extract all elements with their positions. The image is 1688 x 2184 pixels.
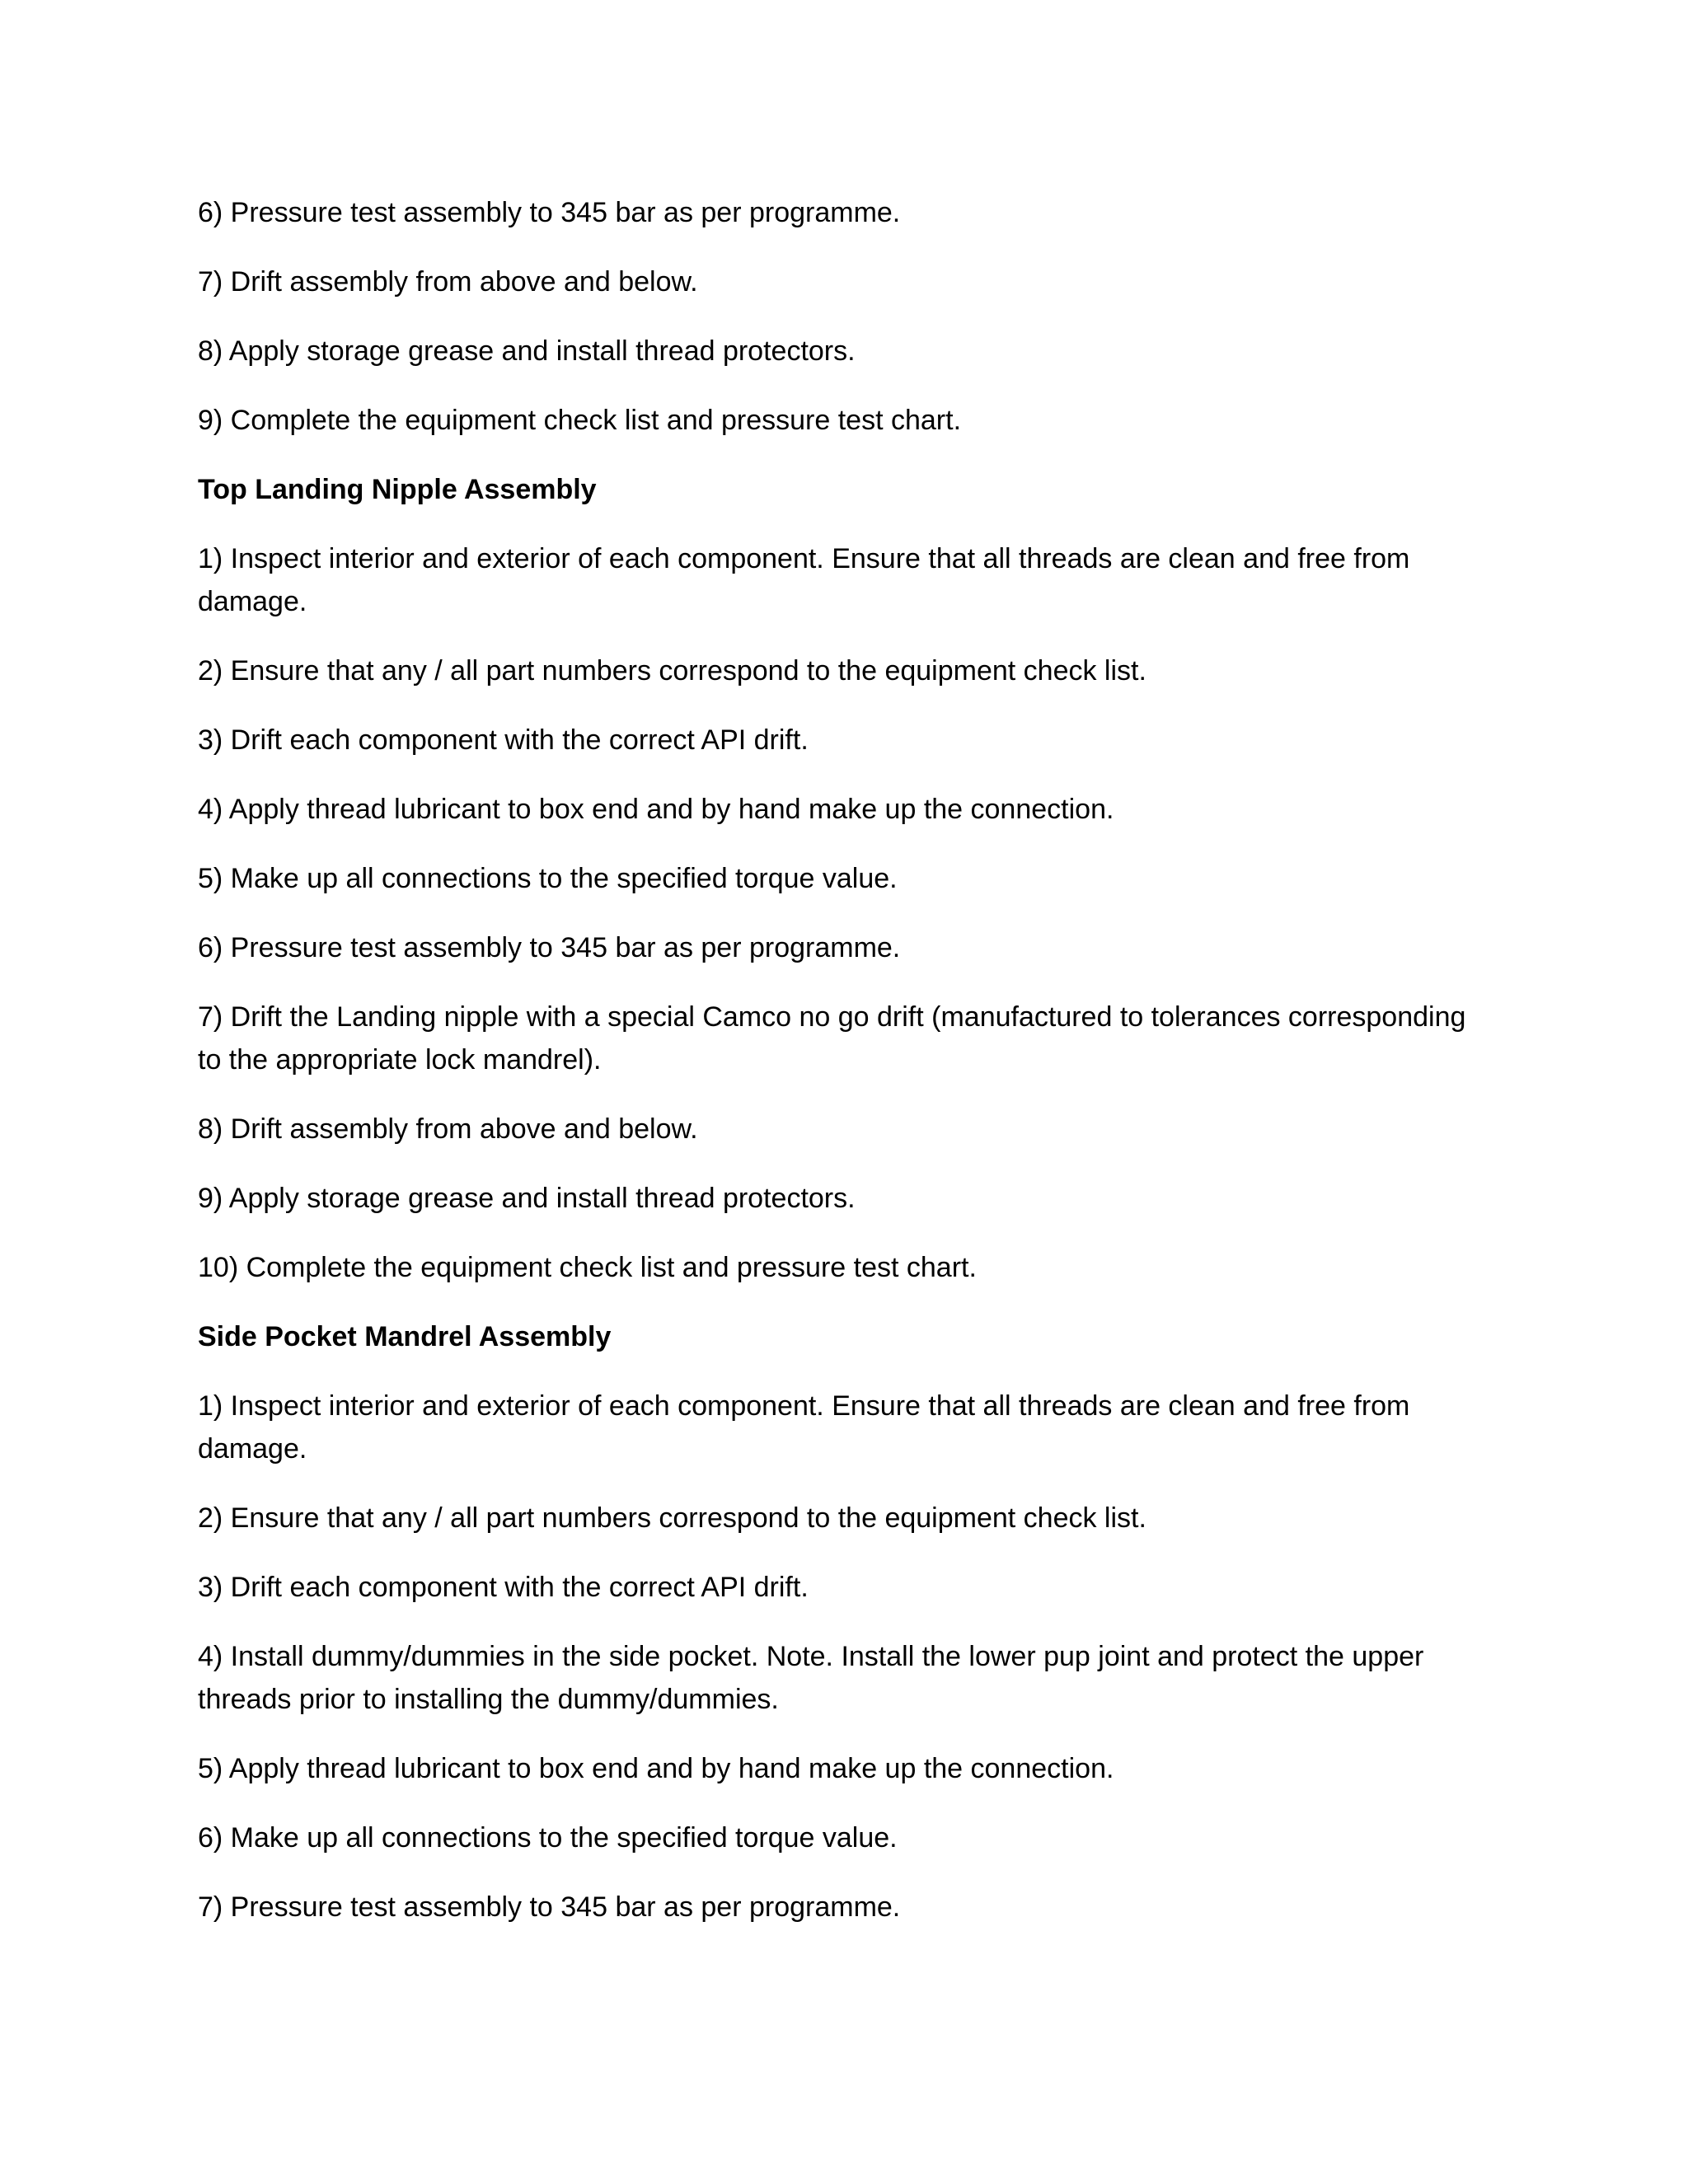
list-item: 8) Apply storage grease and install thread protectors. [198,335,856,367]
section-heading-side-pocket-mandrel: Side Pocket Mandrel Assembly [198,1321,612,1352]
list-item: 9) Apply storage grease and install thread protectors. [198,1183,856,1214]
document-body [198,191,1484,1955]
list-item: 8) Drift assembly from above and below. [198,1113,698,1145]
list-item: 5) Apply thread lubricant to box end and by hand make up the connection. [198,1753,1114,1784]
list-item: 10) Complete the equipment check list and pressure test chart. [198,1252,977,1283]
list-item: 6) Pressure test assembly to 345 bar as per programme. [198,932,901,963]
list-item: 4) Install dummy/dummies in the side pocket. Note. Install the lower pup joint and protect the upper threads prior to installing the dummy/dummies. [198,1641,1424,1715]
list-item: 7) Pressure test assembly to 345 bar as per programme. [198,1891,901,1923]
list-item: 3) Drift each component with the correct API drift. [198,724,809,756]
list-item: 4) Apply thread lubricant to box end and by hand make up the connection. [198,794,1114,825]
list-item: 1) Inspect interior and exterior of each component. Ensure that all threads are clean and free from damage. [198,543,1410,617]
section-heading-top-landing-nipple: Top Landing Nipple Assembly [198,474,597,505]
list-item: 5) Make up all connections to the specified torque value. [198,863,898,894]
list-item: 9) Complete the equipment check list and pressure test chart. [198,405,962,436]
list-item: 6) Make up all connections to the specified torque value. [198,1822,898,1854]
list-item: 2) Ensure that any / all part numbers correspond to the equipment check list. [198,1502,1146,1534]
list-item: 7) Drift assembly from above and below. [198,266,698,298]
list-item: 7) Drift the Landing nipple with a special Camco no go drift (manufactured to tolerances corresponding to the appropriate lock mandrel). [198,1001,1466,1076]
list-item: 1) Inspect interior and exterior of each component. Ensure that all threads are clean and free from damage. [198,1390,1410,1465]
list-item: 2) Ensure that any / all part numbers correspond to the equipment check list. [198,655,1146,687]
list-item: 3) Drift each component with the correct API drift. [198,1572,809,1603]
list-item: 6) Pressure test assembly to 345 bar as per programme. [198,197,901,228]
